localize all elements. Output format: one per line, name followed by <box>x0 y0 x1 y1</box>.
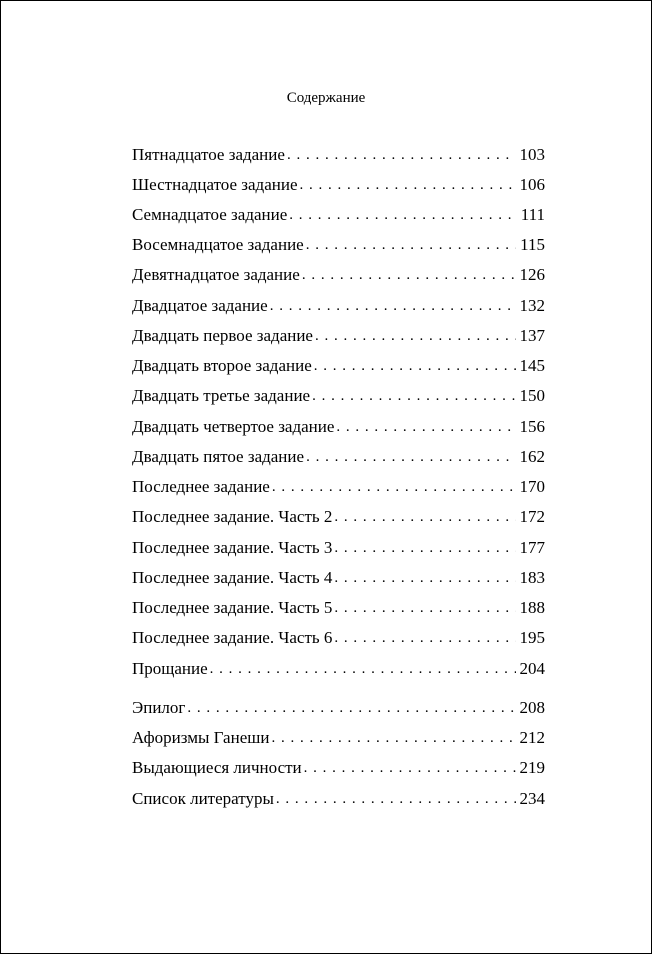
toc-entry-page: 212 <box>516 726 546 750</box>
toc-entry-title: Двадцать третье задание <box>132 384 312 408</box>
toc-entry-page: 106 <box>516 173 546 197</box>
toc-entry-page: 115 <box>516 233 545 257</box>
dot-leader <box>306 445 515 469</box>
toc-entry <box>132 505 545 529</box>
toc-entry <box>132 596 545 620</box>
toc-entry-page: 195 <box>516 626 546 650</box>
toc-entry <box>132 536 545 560</box>
toc-entry <box>132 756 545 780</box>
toc-entry-page: 208 <box>516 696 546 720</box>
dot-leader <box>302 263 516 287</box>
toc-entry-page: 156 <box>516 415 546 439</box>
dot-leader <box>304 756 516 780</box>
dot-leader <box>334 566 515 590</box>
toc-entry <box>132 233 545 257</box>
toc-entry-page: 162 <box>516 445 546 469</box>
toc-entry-title: Двадцать четвертое задание <box>132 415 336 439</box>
toc-entry-title: Двадцатое задание <box>132 294 270 318</box>
toc-entry <box>132 415 545 439</box>
toc-entry <box>132 384 545 408</box>
toc-entry-page: 204 <box>516 657 546 681</box>
dot-leader <box>287 143 516 167</box>
toc-entry-title: Девятнадцатое задание <box>132 263 302 287</box>
toc-entry-page: 188 <box>516 596 546 620</box>
toc-entry-title: Последнее задание <box>132 475 272 499</box>
dot-leader <box>315 324 516 348</box>
toc-entry-page: 137 <box>516 324 546 348</box>
toc-entry-page: 170 <box>516 475 546 499</box>
dot-leader <box>334 505 515 529</box>
toc-entry-title: Двадцать второе задание <box>132 354 314 378</box>
toc-entry <box>132 173 545 197</box>
toc-entry <box>132 263 545 287</box>
toc-entry <box>132 475 545 499</box>
toc-entry <box>132 726 545 750</box>
toc-entry-page: 111 <box>517 203 545 227</box>
toc-entry <box>132 787 545 811</box>
toc-entry <box>132 354 545 378</box>
toc-entry-title: Список литературы <box>132 787 276 811</box>
toc-entry-title: Последнее задание. Часть 4 <box>132 566 334 590</box>
toc-entry <box>132 566 545 590</box>
dot-leader <box>276 787 516 811</box>
dot-leader <box>312 384 515 408</box>
toc-entry-title: Семнадцатое задание <box>132 203 289 227</box>
dot-leader <box>187 696 515 720</box>
toc-entry-title: Последнее задание. Часть 2 <box>132 505 334 529</box>
toc-entry-title: Последнее задание. Часть 5 <box>132 596 334 620</box>
toc-entry-page: 234 <box>516 787 546 811</box>
dot-leader <box>271 726 515 750</box>
toc-entry-page: 183 <box>516 566 546 590</box>
toc-entry-page: 177 <box>516 536 546 560</box>
dot-leader <box>306 233 516 257</box>
dot-leader <box>336 415 515 439</box>
toc-entry-page: 103 <box>516 143 546 167</box>
toc-entry-title: Последнее задание. Часть 3 <box>132 536 334 560</box>
toc-entry-page: 145 <box>516 354 546 378</box>
toc-entry-page: 172 <box>516 505 546 529</box>
toc-entry-page: 132 <box>516 294 546 318</box>
toc-entry-title: Афоризмы Ганеши <box>132 726 271 750</box>
toc-entry-title: Последнее задание. Часть 6 <box>132 626 334 650</box>
dot-leader <box>300 173 516 197</box>
toc-entry <box>132 324 545 348</box>
toc-entry-title: Прощание <box>132 657 210 681</box>
toc-entry-title: Шестнадцатое задание <box>132 173 300 197</box>
toc-entry-title: Двадцать первое задание <box>132 324 315 348</box>
dot-leader <box>334 596 515 620</box>
toc-entry-page: 150 <box>516 384 546 408</box>
toc-entry-title: Двадцать пятое задание <box>132 445 306 469</box>
dot-leader <box>272 475 516 499</box>
dot-leader <box>334 626 515 650</box>
dot-leader <box>270 294 516 318</box>
toc-entry-page: 126 <box>516 263 546 287</box>
toc-entry-title: Пятнадцатое задание <box>132 143 287 167</box>
toc-entry-page: 219 <box>516 756 546 780</box>
page-header: Содержание <box>286 90 366 106</box>
toc-entry-title: Восемнадцатое задание <box>132 233 306 257</box>
toc-entry <box>132 445 545 469</box>
dot-leader <box>289 203 517 227</box>
toc-entry <box>132 294 545 318</box>
dot-leader <box>210 657 516 681</box>
toc-entry <box>132 657 545 681</box>
toc-entry <box>132 696 545 720</box>
toc-entry-title: Эпилог <box>132 696 187 720</box>
dot-leader <box>314 354 516 378</box>
toc-entry <box>132 203 545 227</box>
toc-entry-title: Выдающиеся личности <box>132 756 304 780</box>
toc-entry <box>132 143 545 167</box>
dot-leader <box>334 536 515 560</box>
toc-entry <box>132 626 545 650</box>
